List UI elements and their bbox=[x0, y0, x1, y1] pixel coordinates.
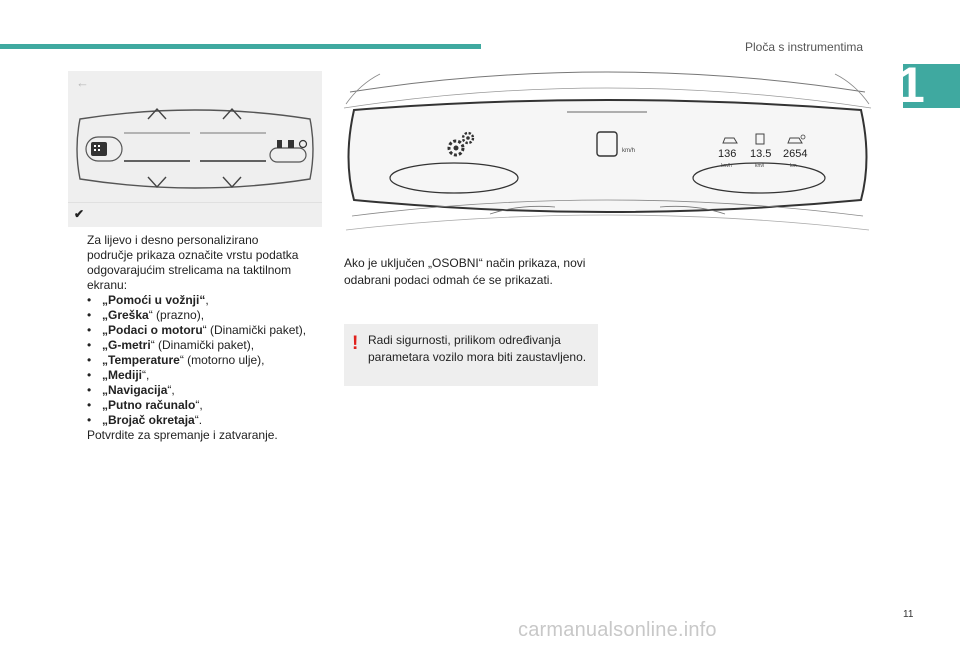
speed-value: 136 bbox=[718, 148, 737, 160]
fuel-pump-icon bbox=[754, 132, 768, 145]
back-arrow-icon[interactable]: ← bbox=[76, 75, 89, 90]
section-title: Ploča s instrumentima bbox=[745, 40, 864, 54]
instruction-step-2: Potvrdite za spremanje i zatvaranje. bbox=[87, 428, 278, 442]
range-value: 2654 bbox=[783, 148, 808, 160]
page-number: 11 bbox=[903, 609, 914, 620]
left-down-arrow-icon[interactable] bbox=[146, 175, 168, 189]
confirm-check-icon[interactable]: ✔ bbox=[74, 207, 85, 221]
list-item: • „G-metri“ (Dinamički paket), bbox=[87, 338, 255, 352]
body-line: odabrani podaci odmah će se prikazati. bbox=[344, 273, 553, 287]
speed-unit-label: km/h bbox=[721, 163, 732, 169]
header-bar bbox=[0, 44, 481, 49]
watermark: carmanualsonline.info bbox=[518, 619, 717, 641]
safety-warning bbox=[344, 324, 598, 386]
list-item: • „Podaci o motoru“ (Dinamički paket), bbox=[87, 323, 307, 337]
list-item: • „Pomoći u vožnji“, bbox=[87, 293, 209, 307]
chapter-number: 1 bbox=[897, 57, 925, 113]
instruction-line: ekranu: bbox=[87, 278, 128, 292]
speed-unit: km/h bbox=[622, 148, 636, 154]
list-item: • „Temperature“ (motorno ulje), bbox=[87, 353, 265, 367]
consumption-value: 13.5 bbox=[750, 148, 772, 160]
list-item: • „Putno računalo“, bbox=[87, 398, 203, 412]
warning-icon: ! bbox=[352, 333, 359, 354]
instrument-cluster-illustration bbox=[340, 64, 875, 249]
right-down-arrow-icon[interactable] bbox=[221, 175, 243, 189]
car-speed-icon bbox=[721, 134, 739, 145]
list-item: • „Brojač okretaja“. bbox=[87, 413, 203, 427]
list-item: • „Greška“ (prazno), bbox=[87, 308, 205, 322]
touchscreen-illustration bbox=[68, 71, 322, 227]
warning-text: Radi sigurnosti, prilikom određivanja parametara vozilo mora biti zaustavljeno. bbox=[368, 333, 587, 364]
list-item: • „Mediji“, bbox=[87, 368, 150, 382]
consumption-unit-label: km/l bbox=[755, 163, 765, 169]
left-up-arrow-icon[interactable] bbox=[146, 107, 168, 121]
range-unit-label: km bbox=[790, 163, 797, 169]
fuel-oil-temperature-icons bbox=[276, 139, 308, 149]
gears-icon bbox=[444, 130, 480, 162]
instruction-line: odgovarajućim strelicama na taktilnom bbox=[87, 263, 292, 277]
calculator-icon bbox=[90, 141, 108, 157]
instruction-line: područje prikaza označite vrstu podatka bbox=[87, 248, 299, 262]
car-range-icon bbox=[786, 134, 806, 145]
right-up-arrow-icon[interactable] bbox=[221, 107, 243, 121]
body-text bbox=[344, 255, 604, 289]
screen-footer-divider bbox=[68, 202, 322, 203]
instruction-step-1: Za lijevo i desno personalizirano bbox=[87, 233, 259, 247]
instructions bbox=[72, 233, 330, 443]
list-item: • „Navigacija“, bbox=[87, 383, 175, 397]
body-line: Ako je uključen „OSOBNI“ način prikaza, novi bbox=[344, 256, 586, 270]
